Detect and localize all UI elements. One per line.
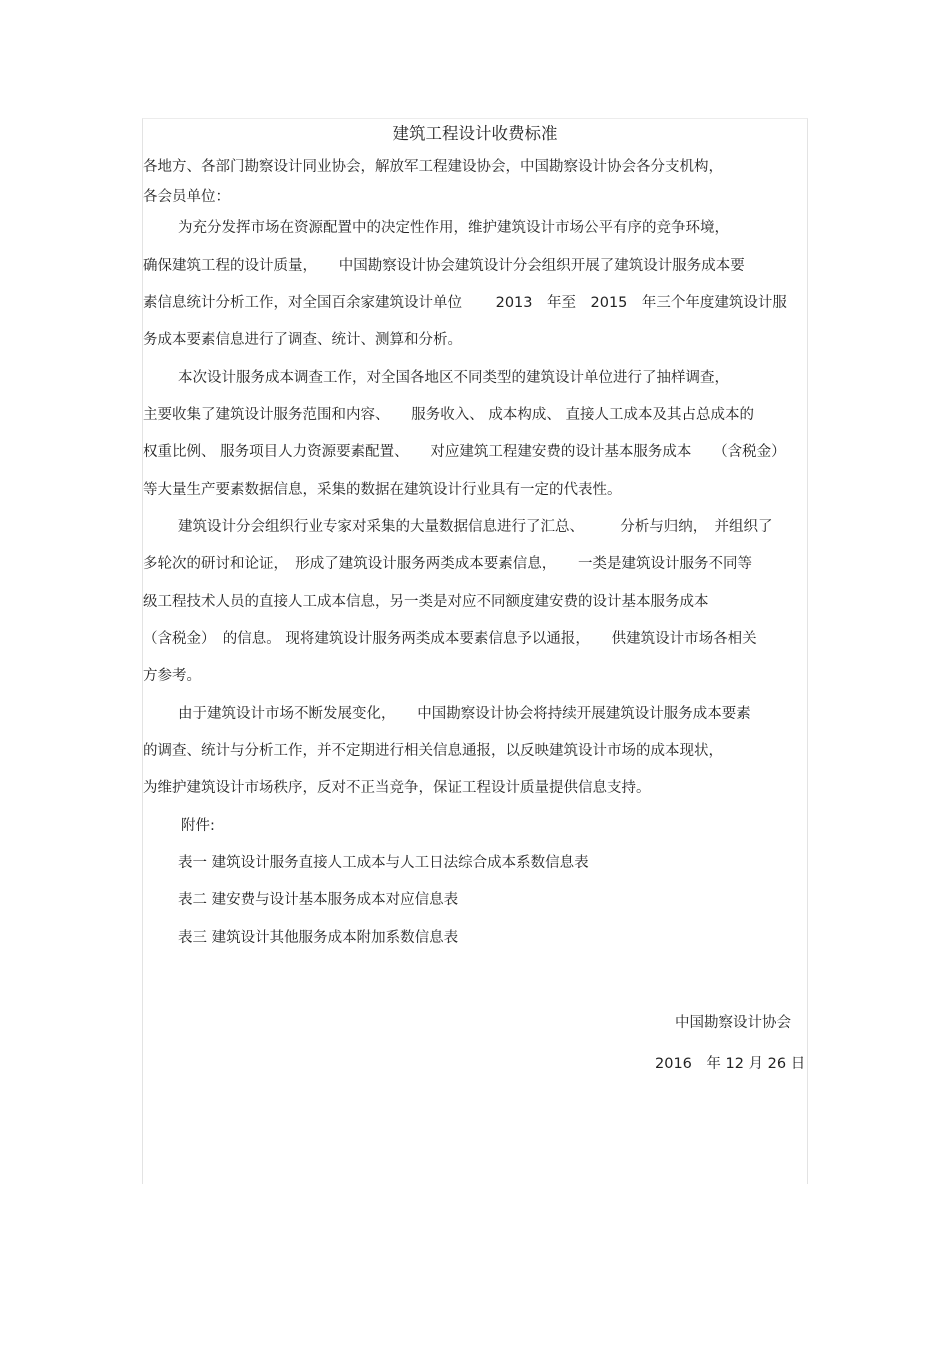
paragraph-4-line-1: 由于建筑设计市场不断发展变化， 中国勘察设计协会将持续开展建筑设计服务成本要素 <box>178 706 751 722</box>
addressee-line-1: 各地方、各部门勘察设计同业协会，解放军工程建设协会，中国勘察设计协会各分支机构， <box>143 159 723 175</box>
attachment-item-2: 表二 建安费与设计基本服务成本对应信息表 <box>178 892 459 908</box>
paragraph-1-line-4: 务成本要素信息进行了调查、统计、测算和分析。 <box>143 332 462 348</box>
paragraph-4-line-3: 为维护建筑设计市场秩序，反对不正当竞争，保证工程设计质量提供信息支持。 <box>143 780 651 796</box>
paragraph-3-line-4: （含税金） 的信息。 现将建筑设计服务两类成本要素信息予以通报， 供建筑设计市场各相关 <box>143 631 757 647</box>
paragraph-2-line-4: 等大量生产要素数据信息，采集的数据在建筑设计行业具有一定的代表性。 <box>143 482 622 498</box>
paragraph-1-line-3: 素信息统计分析工作，对全国百余家建筑设计单位 2013 年至 2015 年三个年度建筑设计服 <box>143 295 787 311</box>
paragraph-3-line-2: 多轮次的研讨和论证， 形成了建筑设计服务两类成本要素信息， 一类是建筑设计服务不同等 <box>143 556 752 572</box>
paragraph-1-line-1: 为充分发挥市场在资源配置中的决定性作用，维护建筑设计市场公平有序的竞争环境， <box>178 220 729 236</box>
addressee-line-2: 各会员单位： <box>143 189 230 205</box>
attachments-heading: 附件: <box>181 818 215 834</box>
signature-date: 2016 年 12 月 26 日 <box>655 1056 806 1072</box>
paragraph-2-line-1: 本次设计服务成本调查工作，对全国各地区不同类型的建筑设计单位进行了抽样调查， <box>178 370 729 386</box>
attachment-item-3: 表三 建筑设计其他服务成本附加系数信息表 <box>178 930 459 946</box>
paragraph-3-line-5: 方参考。 <box>143 668 201 684</box>
paragraph-3-line-1: 建筑设计分会组织行业专家对采集的大量数据信息进行了汇总、 分析与归纳， 并组织了 <box>178 519 773 535</box>
paragraph-3-line-3: 级工程技术人员的直接人工成本信息，另一类是对应不同额度建安费的设计基本服务成本 <box>143 594 709 610</box>
paragraph-2-line-3: 权重比例、 服务项目人力资源要素配置、 对应建筑工程建安费的设计基本服务成本 （含税金） <box>143 444 786 460</box>
document-title: 建筑工程设计收费标准 <box>392 124 558 143</box>
attachment-item-1: 表一 建筑设计服务直接人工成本与人工日法综合成本系数信息表 <box>178 855 589 871</box>
paragraph-2-line-2: 主要收集了建筑设计服务范围和内容、 服务收入、 成本构成、 直接人工成本及其占总成本的 <box>143 407 754 423</box>
paragraph-4-line-2: 的调查、统计与分析工作，并不定期进行相关信息通报，以反映建筑设计市场的成本现状， <box>143 743 723 759</box>
paragraph-1-line-2: 确保建筑工程的设计质量， 中国勘察设计协会建筑设计分会组织开展了建筑设计服务成本要 <box>143 258 745 274</box>
signature-organization: 中国勘察设计协会 <box>675 1015 791 1031</box>
